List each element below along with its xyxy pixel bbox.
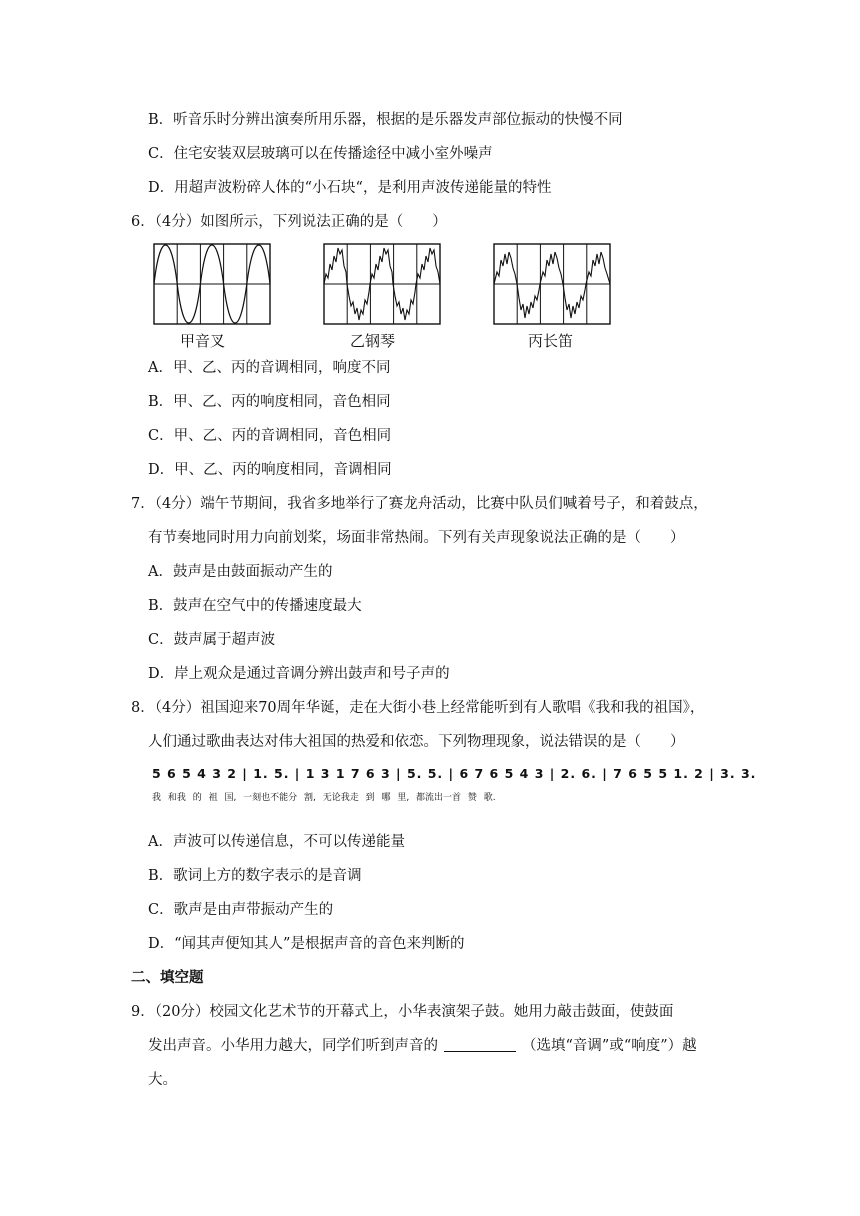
score-notes: 5 6 5 4 3 2 | 1. 5. | 1 3 1 7 6 3 | 5. 5. | 6 7 6 5 4 3 | 2. 6. | 7 6 5 5 1. 2 | 3. 3. <box>152 766 757 781</box>
q5-option-c: C．住宅安装双层玻璃可以在传播途径中减小室外噪声 <box>148 146 493 162</box>
q8-option-a: A．声波可以传递信息，不可以传递能量 <box>148 834 405 850</box>
q8-stem-line1: 8．（4分）祖国迎来70周年华诞，走在大街小巷上经常能听到有人歌唱《我和我的祖国》， <box>131 700 705 716</box>
q6-stem: 6．（4分）如图所示，下列说法正确的是（ ） <box>131 214 447 230</box>
q9-answer-blank[interactable] <box>444 1037 516 1052</box>
q5-option-d: D．用超声波粉碎人体的“小石块“，是利用声波传递能量的特性 <box>148 180 552 196</box>
q6-option-d: D．甲、乙、丙的响度相同，音调相同 <box>148 462 392 478</box>
q7-stem-line1: 7．（4分）端午节期间，我省多地举行了赛龙舟活动，比赛中队员们喊着号子，和着鼓点， <box>131 496 708 512</box>
q9-stem-line1: 9．（20分）校园文化艺术节的开幕式上，小华表演架子鼓。她用力敲击鼓面，使鼓面 <box>131 1004 674 1020</box>
caption-flute: 丙长笛 <box>528 332 574 350</box>
q7-option-d: D．岸上观众是通过音调分辨出鼓声和号子声的 <box>148 666 450 682</box>
q7-option-a: A．鼓声是由鼓面振动产生的 <box>148 564 333 580</box>
q8-option-b: B．歌词上方的数字表示的是音调 <box>148 868 362 884</box>
music-score <box>152 766 764 812</box>
q8-stem-line2: 人们通过歌曲表达对伟大祖国的热爱和依恋。下列物理现象，说法错误的是（ ） <box>148 734 685 750</box>
q9-text-before-blank: 发出声音。小华用力越大，同学们听到声音的 <box>148 1038 438 1054</box>
score-lyrics: 我 和我 的 祖 国, 一刻也不能分 割, 无论我走 到 哪 里, 都流出一首 赞 歌. <box>152 793 496 803</box>
q7-stem-line2: 有节奏地同时用力向前划桨，场面非常热闹。下列有关声现象说法正确的是（ ） <box>148 530 685 546</box>
q6-option-b: B．甲、乙、丙的响度相同，音色相同 <box>148 394 391 410</box>
q9-stem-line2 <box>148 1036 697 1056</box>
caption-piano: 乙钢琴 <box>350 332 396 350</box>
q8-option-d: D．“闻其声便知其人”是根据声音的音色来判断的 <box>148 936 465 952</box>
q5-option-b: B．听音乐时分辨出演奏所用乐器，根据的是乐器发声部位振动的快慢不同 <box>148 112 623 128</box>
caption-tuning-fork: 甲音叉 <box>180 332 226 350</box>
q6-option-a: A．甲、乙、丙的音调相同，响度不同 <box>148 360 391 376</box>
waveform-flute <box>494 244 610 324</box>
waveform-figures <box>150 242 620 328</box>
q6-option-c: C．甲、乙、丙的音调相同，音色相同 <box>148 428 392 444</box>
q7-option-b: B．鼓声在空气中的传播速度最大 <box>148 598 362 614</box>
q9-text-after-blank: （选填“音调”或“响度”）越 <box>522 1038 697 1054</box>
q8-option-c: C．歌声是由声带振动产生的 <box>148 902 334 918</box>
waveform-piano <box>324 244 440 324</box>
section-title-fill-in: 二、填空题 <box>131 969 204 986</box>
q9-stem-line3: 大。 <box>148 1072 177 1088</box>
q7-option-c: C．鼓声属于超声波 <box>148 632 276 648</box>
waveform-tuning-fork <box>154 244 270 324</box>
